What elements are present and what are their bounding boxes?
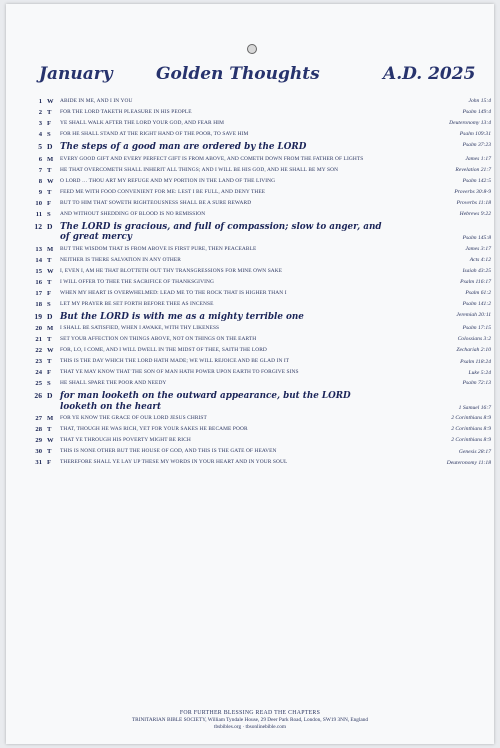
- weekday-letter: M: [47, 245, 54, 253]
- verse-text: AND WITHOUT SHEDDING OF BLOOD IS NO REMISSION: [60, 210, 206, 217]
- scripture-reference: Psalm 141:2: [462, 300, 491, 307]
- sunday-verse-text: for man looketh on the outward appearance, but the LORD looketh on the heart: [60, 391, 351, 412]
- hanging-hole: [247, 44, 257, 54]
- verse-text: YE SHALL WALK AFTER THE LORD YOUR GOD, AND FEAR HIM: [60, 120, 224, 126]
- weekday-letter: M: [47, 415, 54, 422]
- sunday-verse-text: But the LORD is with me as a mighty terrible one: [60, 311, 304, 322]
- scripture-reference: Proverbs 11:18: [456, 199, 491, 206]
- scripture-reference: James 3:17: [465, 245, 491, 252]
- day-number: 11: [35, 210, 42, 218]
- day-row: [6, 336, 494, 344]
- weekday-letter: T: [47, 166, 52, 174]
- day-row: [6, 325, 494, 333]
- day-row: [6, 131, 494, 139]
- day-row: [6, 222, 494, 243]
- day-number: 9: [38, 188, 42, 196]
- day-number: 3: [38, 120, 42, 127]
- day-row: [6, 459, 494, 467]
- calendar-header: [6, 64, 494, 90]
- verse-text: FOR HE SHALL STAND AT THE RIGHT HAND OF THE POOR, TO SAVE HIM: [60, 131, 249, 137]
- verse-text: THIS IS THE DAY WHICH THE LORD HATH MADE; WE WILL REJOICE AND BE GLAD IN IT: [60, 358, 290, 364]
- day-row: [6, 246, 494, 254]
- weekday-letter: W: [47, 347, 54, 354]
- day-number: 27: [35, 415, 42, 422]
- weekday-letter: W: [47, 437, 54, 444]
- verse-text: FOR THE LORD TAKETH PLEASURE IN HIS PEOPLE: [60, 109, 192, 115]
- day-row: [6, 301, 494, 309]
- day-number: 8: [38, 177, 42, 185]
- scripture-reference: John 15:4: [468, 98, 491, 104]
- scripture-reference: Isaiah 43:25: [462, 268, 491, 275]
- day-number: 6: [38, 155, 42, 163]
- day-row: [6, 211, 494, 219]
- verse-text: WHEN MY HEART IS OVERWHELMED: LEAD ME TO THE ROCK THAT IS HIGHER THAN I: [60, 289, 287, 296]
- day-row: [6, 391, 494, 412]
- year-title: A.D. 2025: [383, 64, 476, 84]
- scripture-reference: Deuteronomy 11:18: [446, 459, 491, 466]
- weekday-letter: S: [47, 131, 51, 138]
- footer: [6, 710, 494, 731]
- day-row: [6, 448, 494, 456]
- day-number: 24: [35, 369, 42, 376]
- scripture-reference: Psalm 118:24: [460, 358, 491, 365]
- weekday-letter: D: [47, 221, 53, 231]
- day-number: 18: [35, 300, 42, 308]
- weekday-letter: T: [47, 188, 52, 196]
- scripture-reference: 2 Corinthians 8:9: [451, 415, 491, 421]
- weekday-letter: F: [47, 120, 52, 127]
- sunday-verse-text: The LORD is gracious, and full of compassion; slow to anger, and of great mercy: [60, 221, 382, 242]
- footer-note: FOR FURTHER BLESSING READ THE CHAPTERS: [179, 710, 321, 716]
- scripture-reference: Psalm 72:13: [462, 380, 491, 386]
- scripture-reference: Psalm 61:2: [465, 290, 491, 297]
- day-row: [6, 380, 494, 388]
- calendar-title: Golden Thoughts: [156, 64, 320, 84]
- scripture-reference: Zechariah 2:10: [456, 347, 491, 353]
- weekday-letter: M: [47, 155, 54, 163]
- scripture-reference: 1 Samuel 16:7: [458, 404, 491, 411]
- day-number: 15: [35, 267, 42, 275]
- verse-text: I SHALL BE SATISFIED, WHEN I AWAKE, WITH THY LIKENESS: [60, 325, 220, 331]
- day-row: [6, 415, 494, 423]
- day-number: 30: [35, 448, 42, 455]
- verse-text: EVERY GOOD GIFT AND EVERY PERFECT GIFT IS FROM ABOVE, AND COMETH DOWN FROM THE FATHER OF LIGHTS: [60, 155, 364, 162]
- day-row: [6, 167, 494, 175]
- weekday-letter: M: [47, 325, 54, 332]
- verse-text: THAT YE MAY KNOW THAT THE SON OF MAN HATH POWER UPON EARTH TO FORGIVE SINS: [60, 369, 299, 375]
- day-number: 28: [35, 426, 42, 433]
- scripture-reference: Psalm 37:23: [462, 142, 491, 148]
- weekday-letter: T: [47, 256, 52, 264]
- day-number: 12: [34, 221, 42, 231]
- day-row: [6, 290, 494, 298]
- verse-text: FEED ME WITH FOOD CONVENIENT FOR ME: LEST I BE FULL, AND DENY THEE: [60, 188, 266, 195]
- scripture-reference: 2 Corinthians 8:9: [451, 426, 491, 432]
- weekday-letter: T: [47, 358, 52, 365]
- weekday-letter: W: [47, 98, 54, 105]
- day-number: 23: [35, 358, 42, 365]
- day-row: [6, 312, 494, 323]
- verse-text: FOR, LO, I COME, AND I WILL DWELL IN THE MIDST OF THEE, SAITH THE LORD: [60, 347, 267, 353]
- weekday-letter: F: [47, 369, 52, 376]
- calendar-sheet: [6, 4, 494, 744]
- day-row: [6, 437, 494, 445]
- weekday-letter: F: [47, 199, 52, 207]
- day-number: 4: [38, 131, 42, 138]
- scripture-reference: Luke 5:24: [468, 369, 491, 376]
- weekday-letter: F: [47, 289, 52, 297]
- scripture-reference: Deuteronomy 13:4: [449, 120, 491, 126]
- scripture-reference: Colossians 3:2: [457, 336, 491, 342]
- publisher-websites: tbsbibles.org · tbsonlinebible.com: [214, 724, 286, 730]
- verse-text: THAT YE THROUGH HIS POVERTY MIGHT BE RICH: [60, 437, 191, 443]
- weekday-letter: F: [47, 459, 52, 466]
- scripture-reference: Revelation 21:7: [455, 167, 491, 174]
- day-number: 25: [35, 380, 42, 387]
- scripture-reference: Acts 4:12: [469, 256, 491, 263]
- scripture-reference: Jeremiah 20:11: [456, 311, 491, 318]
- day-number: 10: [35, 199, 42, 207]
- day-number: 13: [35, 245, 42, 253]
- day-number: 14: [35, 256, 42, 264]
- verse-text: SET YOUR AFFECTION ON THINGS ABOVE, NOT ON THINGS ON THE EARTH: [60, 336, 257, 342]
- day-number: 2: [38, 109, 42, 116]
- day-row: [6, 369, 494, 377]
- weekday-letter: D: [47, 142, 53, 151]
- day-number: 31: [35, 459, 42, 466]
- verse-text: THAT, THOUGH HE WAS RICH, YET FOR YOUR SAKES HE BECAME POOR: [60, 426, 248, 432]
- day-row: [6, 178, 494, 186]
- month-title: January: [39, 64, 113, 84]
- verse-text: THIS IS NONE OTHER BUT THE HOUSE OF GOD, AND THIS IS THE GATE OF HEAVEN: [60, 448, 277, 454]
- publisher-address: TRINITARIAN BIBLE SOCIETY, William Tyndale House, 29 Deer Park Road, London, SW19 3NN, England: [131, 717, 369, 723]
- day-row: [6, 98, 494, 106]
- scripture-reference: Psalm 116:17: [460, 278, 491, 285]
- verse-text: THEREFORE SHALL YE LAY UP THESE MY WORDS IN YOUR HEART AND IN YOUR SOUL: [60, 459, 288, 465]
- scripture-reference: Hebrews 9:22: [459, 210, 491, 217]
- verse-text: NEITHER IS THERE SALVATION IN ANY OTHER: [60, 256, 181, 263]
- day-row: [6, 347, 494, 355]
- day-row: [6, 426, 494, 434]
- day-row: [6, 200, 494, 208]
- scripture-reference: 2 Corinthians 8:9: [451, 437, 491, 443]
- verse-text: I WILL OFFER TO THEE THE SACRIFICE OF THANKSGIVING: [60, 278, 214, 285]
- day-row: [6, 156, 494, 164]
- weekday-letter: S: [47, 380, 51, 387]
- sunday-verse-text: The steps of a good man are ordered by the LORD: [60, 142, 307, 152]
- weekday-letter: D: [47, 391, 53, 400]
- scripture-reference: Psalm 109:31: [459, 131, 491, 137]
- scripture-reference: Genesis 28:17: [458, 448, 491, 455]
- day-number: 26: [34, 391, 42, 400]
- day-number: 22: [35, 347, 42, 354]
- scripture-reference: Proverbs 30:8-9: [454, 188, 491, 195]
- scripture-reference: James 1:17: [465, 156, 491, 163]
- day-row: [6, 279, 494, 287]
- verse-text: BUT THE WISDOM THAT IS FROM ABOVE IS FIRST PURE, THEN PEACEABLE: [60, 245, 257, 252]
- weekday-letter: D: [47, 311, 53, 321]
- verse-text: LET MY PRAYER BE SET FORTH BEFORE THEE AS INCENSE: [60, 300, 214, 307]
- weekday-letter: T: [47, 426, 52, 433]
- day-number: 5: [38, 142, 42, 151]
- scripture-reference: Psalm 142:5: [462, 177, 491, 184]
- weekday-letter: W: [47, 177, 54, 185]
- day-number: 29: [35, 437, 42, 444]
- day-row: [6, 257, 494, 265]
- day-number: 1: [38, 98, 42, 105]
- day-row: [6, 142, 494, 153]
- day-number: 7: [38, 166, 42, 174]
- day-row: [6, 120, 494, 128]
- verse-text: I, EVEN I, AM HE THAT BLOTTETH OUT THY TRANSGRESSIONS FOR MINE OWN SAKE: [60, 267, 283, 274]
- weekday-letter: T: [47, 109, 52, 116]
- day-number: 16: [35, 278, 42, 286]
- verse-text: HE SHALL SPARE THE POOR AND NEEDY: [60, 380, 167, 386]
- weekday-letter: S: [47, 210, 51, 218]
- day-row: [6, 358, 494, 366]
- scripture-reference: Psalm 149:4: [462, 109, 491, 115]
- day-number: 20: [35, 325, 42, 332]
- scripture-reference: Psalm 145:8: [462, 235, 491, 242]
- day-row: [6, 189, 494, 197]
- weekday-letter: T: [47, 448, 52, 455]
- day-row: [6, 109, 494, 117]
- day-number: 17: [35, 289, 42, 297]
- day-row: [6, 268, 494, 276]
- verse-text: FOR YE KNOW THE GRACE OF OUR LORD JESUS CHRIST: [60, 415, 207, 421]
- weekday-letter: T: [47, 336, 52, 343]
- verse-text: O LORD … THOU ART MY REFUGE AND MY PORTION IN THE LAND OF THE LIVING: [60, 177, 276, 184]
- scripture-reference: Psalm 17:15: [462, 325, 491, 331]
- day-number: 19: [34, 311, 42, 321]
- day-number: 21: [35, 336, 42, 343]
- verse-list: [6, 98, 494, 470]
- verse-text: BUT TO HIM THAT SOWETH RIGHTEOUSNESS SHALL BE A SURE REWARD: [60, 199, 252, 206]
- verse-text: HE THAT OVERCOMETH SHALL INHERIT ALL THINGS; AND I WILL BE HIS GOD, AND HE SHALL BE MY SON: [60, 166, 339, 173]
- weekday-letter: T: [47, 278, 52, 286]
- weekday-letter: W: [47, 267, 54, 275]
- weekday-letter: S: [47, 300, 51, 308]
- verse-text: ABIDE IN ME, AND I IN YOU: [60, 98, 133, 104]
